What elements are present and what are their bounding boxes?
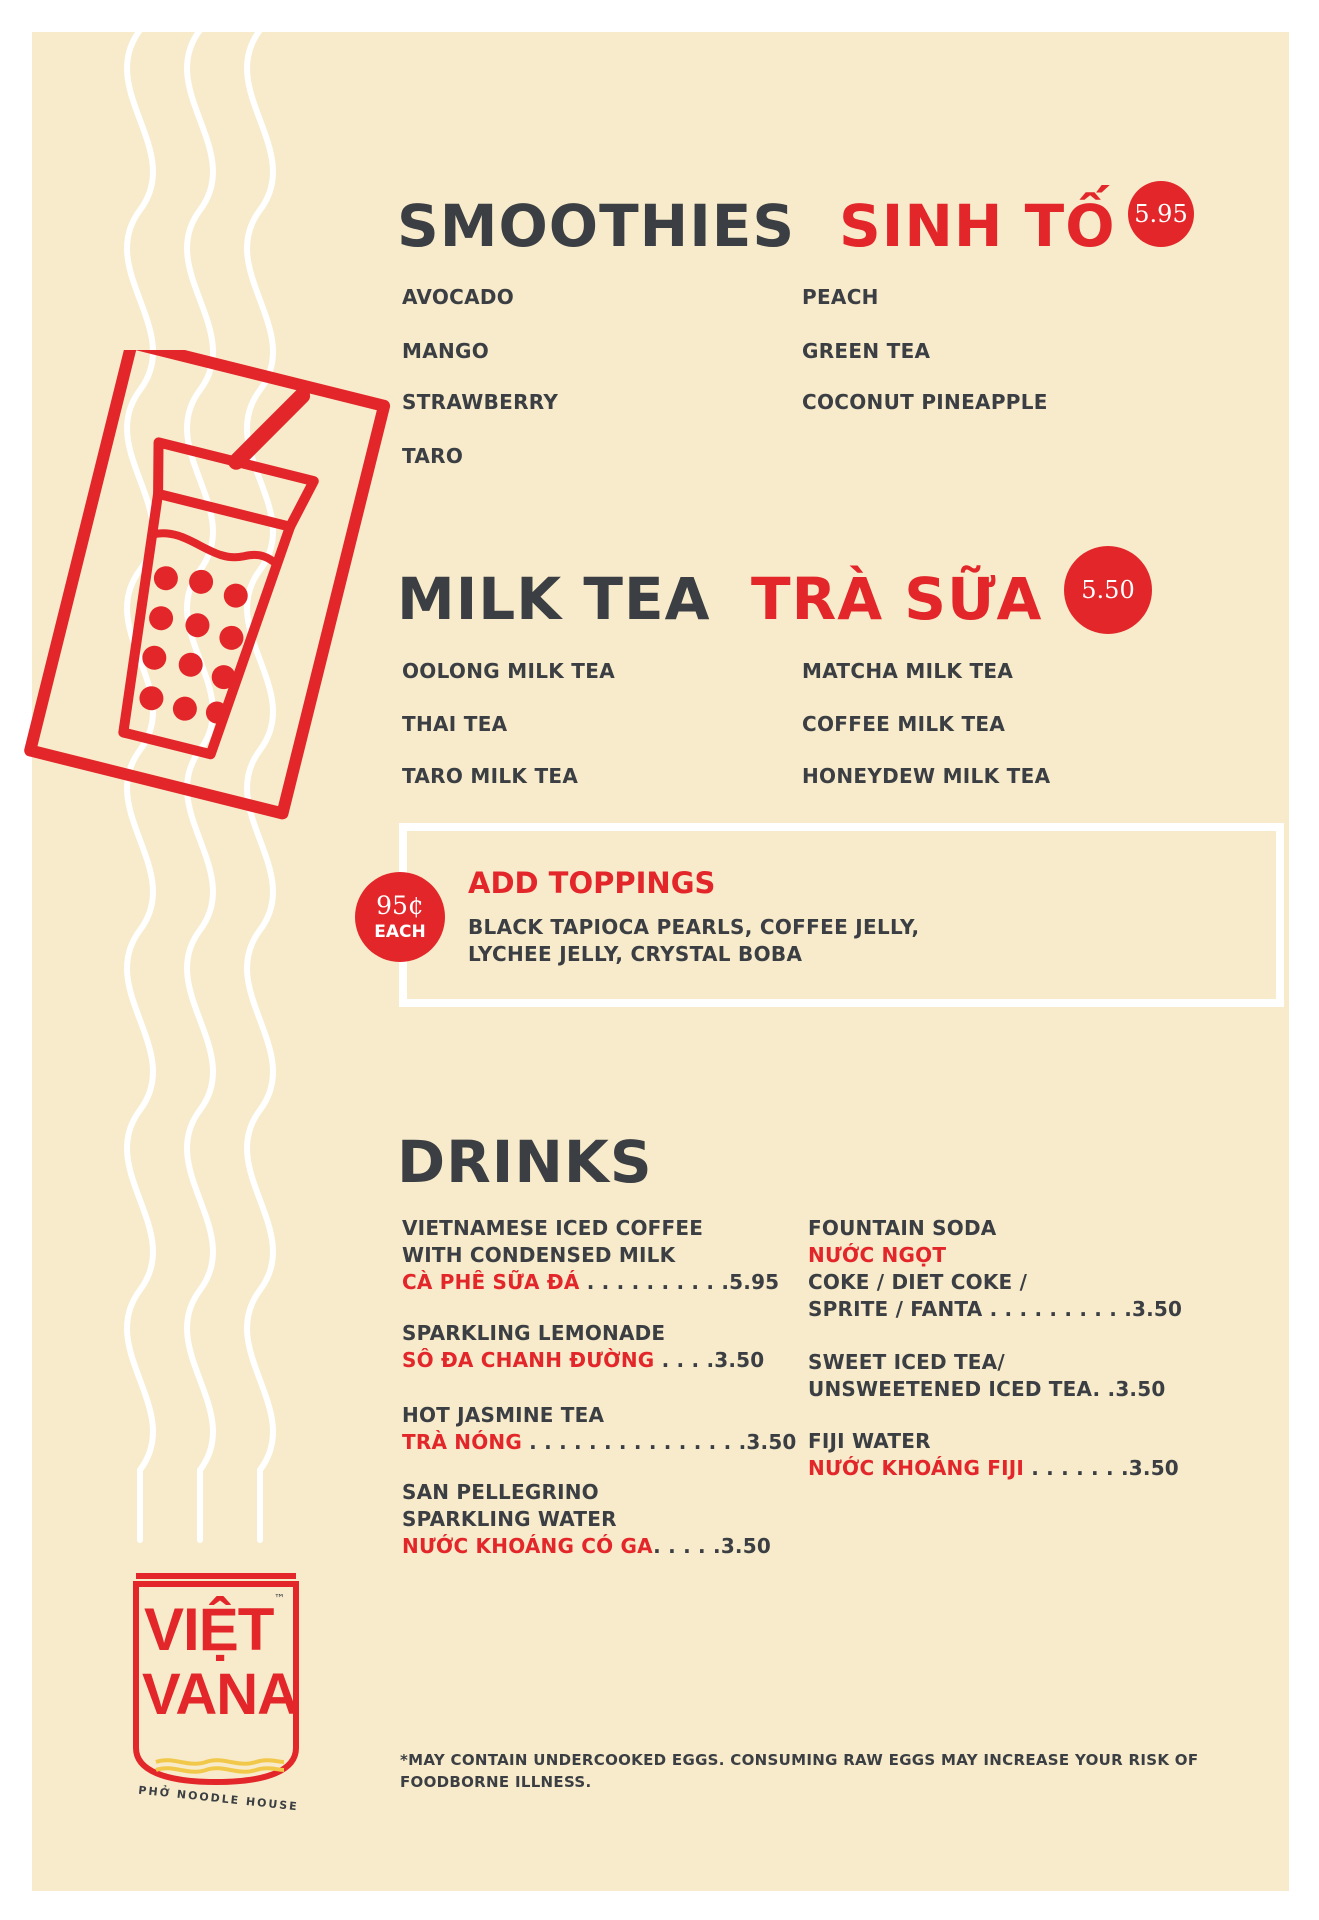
list-item: THAI TEA <box>402 712 508 736</box>
drink-name: SPARKLING WATER <box>402 1507 617 1531</box>
drink-name: WITH CONDENSED MILK <box>402 1243 676 1267</box>
drink-price: 3.50 <box>746 1430 797 1454</box>
logo-tagline: PHỞ NOODLE HOUSE <box>137 1783 300 1814</box>
drink-item-hot-jasmine-tea <box>402 1402 797 1456</box>
list-item: COCONUT PINEAPPLE <box>802 390 1048 414</box>
price-leader: . . . . . . . . . . <box>982 1297 1133 1321</box>
drink-options: SPRITE / FANTA <box>808 1297 983 1321</box>
list-item: HONEYDEW MILK TEA <box>802 764 1051 788</box>
drinks-title: DRINKS <box>397 1128 653 1196</box>
drink-price: 3.50 <box>720 1534 771 1558</box>
price-leader: . . . . <box>654 1348 715 1372</box>
toppings-line-1: BLACK TAPIOCA PEARLS, COFFEE JELLY, <box>468 915 920 939</box>
milk-tea-title: MILK TEA <box>397 565 711 633</box>
smoothies-title-vi: SINH TỐ <box>839 192 1116 260</box>
drink-item-fountain-soda <box>808 1215 1182 1323</box>
drink-item-san-pellegrino <box>402 1479 771 1560</box>
drink-name-vi: NƯỚC NGỌT <box>808 1243 947 1267</box>
drink-name: HOT JASMINE TEA <box>402 1403 605 1427</box>
drink-item-fiji-water <box>808 1428 1179 1482</box>
price-leader: . . . . . <box>653 1534 721 1558</box>
list-item: GREEN TEA <box>802 339 931 363</box>
drink-name-vi: SÔ ĐA CHANH ĐƯỜNG <box>402 1348 655 1372</box>
toppings-price-unit: EACH <box>374 922 426 942</box>
drink-name-vi: TRÀ NÓNG <box>402 1430 522 1454</box>
list-item: MANGO <box>402 339 490 363</box>
drink-price: 3.50 <box>1115 1377 1166 1401</box>
footnote: *MAY CONTAIN UNDERCOOKED EGGS. CONSUMING RAW EGGS MAY INCREASE YOUR RISK OF FOODBORNE ILLNESS. <box>400 1751 1199 1791</box>
smoothies-title: SMOOTHIES <box>397 192 796 260</box>
drink-name: VIETNAMESE ICED COFFEE <box>402 1216 704 1240</box>
drink-name: FOUNTAIN SODA <box>808 1216 997 1240</box>
drink-name-vi: NƯỚC KHOÁNG CÓ GA <box>402 1534 654 1558</box>
price-leader: . . . . . . . <box>1024 1456 1129 1480</box>
price-leader: . . . . . . . . . . <box>579 1270 730 1294</box>
list-item: TARO <box>402 444 464 468</box>
list-item: COFFEE MILK TEA <box>802 712 1006 736</box>
drink-name: SAN PELLEGRINO <box>402 1480 599 1504</box>
drink-name: SWEET ICED TEA/ <box>808 1350 1005 1374</box>
drink-options: COKE / DIET COKE / <box>808 1270 1028 1294</box>
list-item: AVOCADO <box>402 285 515 309</box>
drink-name-vi: NƯỚC KHOÁNG FIJI <box>808 1456 1025 1480</box>
milk-tea-title-vi: TRÀ SỮA <box>751 565 1043 633</box>
price-leader: . . . . . . . . . . . . . . . <box>521 1430 747 1454</box>
drink-name: UNSWEETENED ICED TEA <box>808 1377 1093 1401</box>
smoothies-price-badge <box>1128 181 1194 247</box>
list-item: OOLONG MILK TEA <box>402 659 615 683</box>
price-leader: . . <box>1092 1377 1116 1401</box>
toppings-title: ADD TOPPINGS <box>468 866 716 900</box>
toppings-line-2: LYCHEE JELLY, CRYSTAL BOBA <box>468 942 803 966</box>
drink-price: 3.50 <box>714 1348 765 1372</box>
smoothies-price: 5.95 <box>1134 200 1188 228</box>
drink-name: SPARKLING LEMONADE <box>402 1321 666 1345</box>
list-item: STRAWBERRY <box>402 390 559 414</box>
drink-name: FIJI WATER <box>808 1429 931 1453</box>
toppings-price-badge <box>355 872 445 962</box>
milk-tea-price-badge <box>1064 546 1152 634</box>
drink-item-vietnamese-iced-coffee <box>402 1215 779 1296</box>
milk-tea-price: 5.50 <box>1081 576 1135 604</box>
drink-price: 3.50 <box>1132 1297 1183 1321</box>
logo-trademark: ™ <box>274 1592 285 1605</box>
toppings-price: 95¢ <box>376 891 424 920</box>
list-item: TARO MILK TEA <box>402 764 579 788</box>
drink-price: 3.50 <box>1128 1456 1179 1480</box>
logo-line-1: VIỆT <box>144 1596 274 1663</box>
drink-price: 5.95 <box>729 1270 780 1294</box>
bubble-tea-icon <box>12 350 412 850</box>
brand-logo <box>128 1570 303 1815</box>
drink-item-iced-tea <box>808 1349 1165 1403</box>
drink-item-sparkling-lemonade <box>402 1320 764 1374</box>
drink-name-vi: CÀ PHÊ SỮA ĐÁ <box>402 1270 580 1294</box>
list-item: MATCHA MILK TEA <box>802 659 1014 683</box>
logo-line-2: VANA <box>142 1662 299 1727</box>
list-item: PEACH <box>802 285 879 309</box>
